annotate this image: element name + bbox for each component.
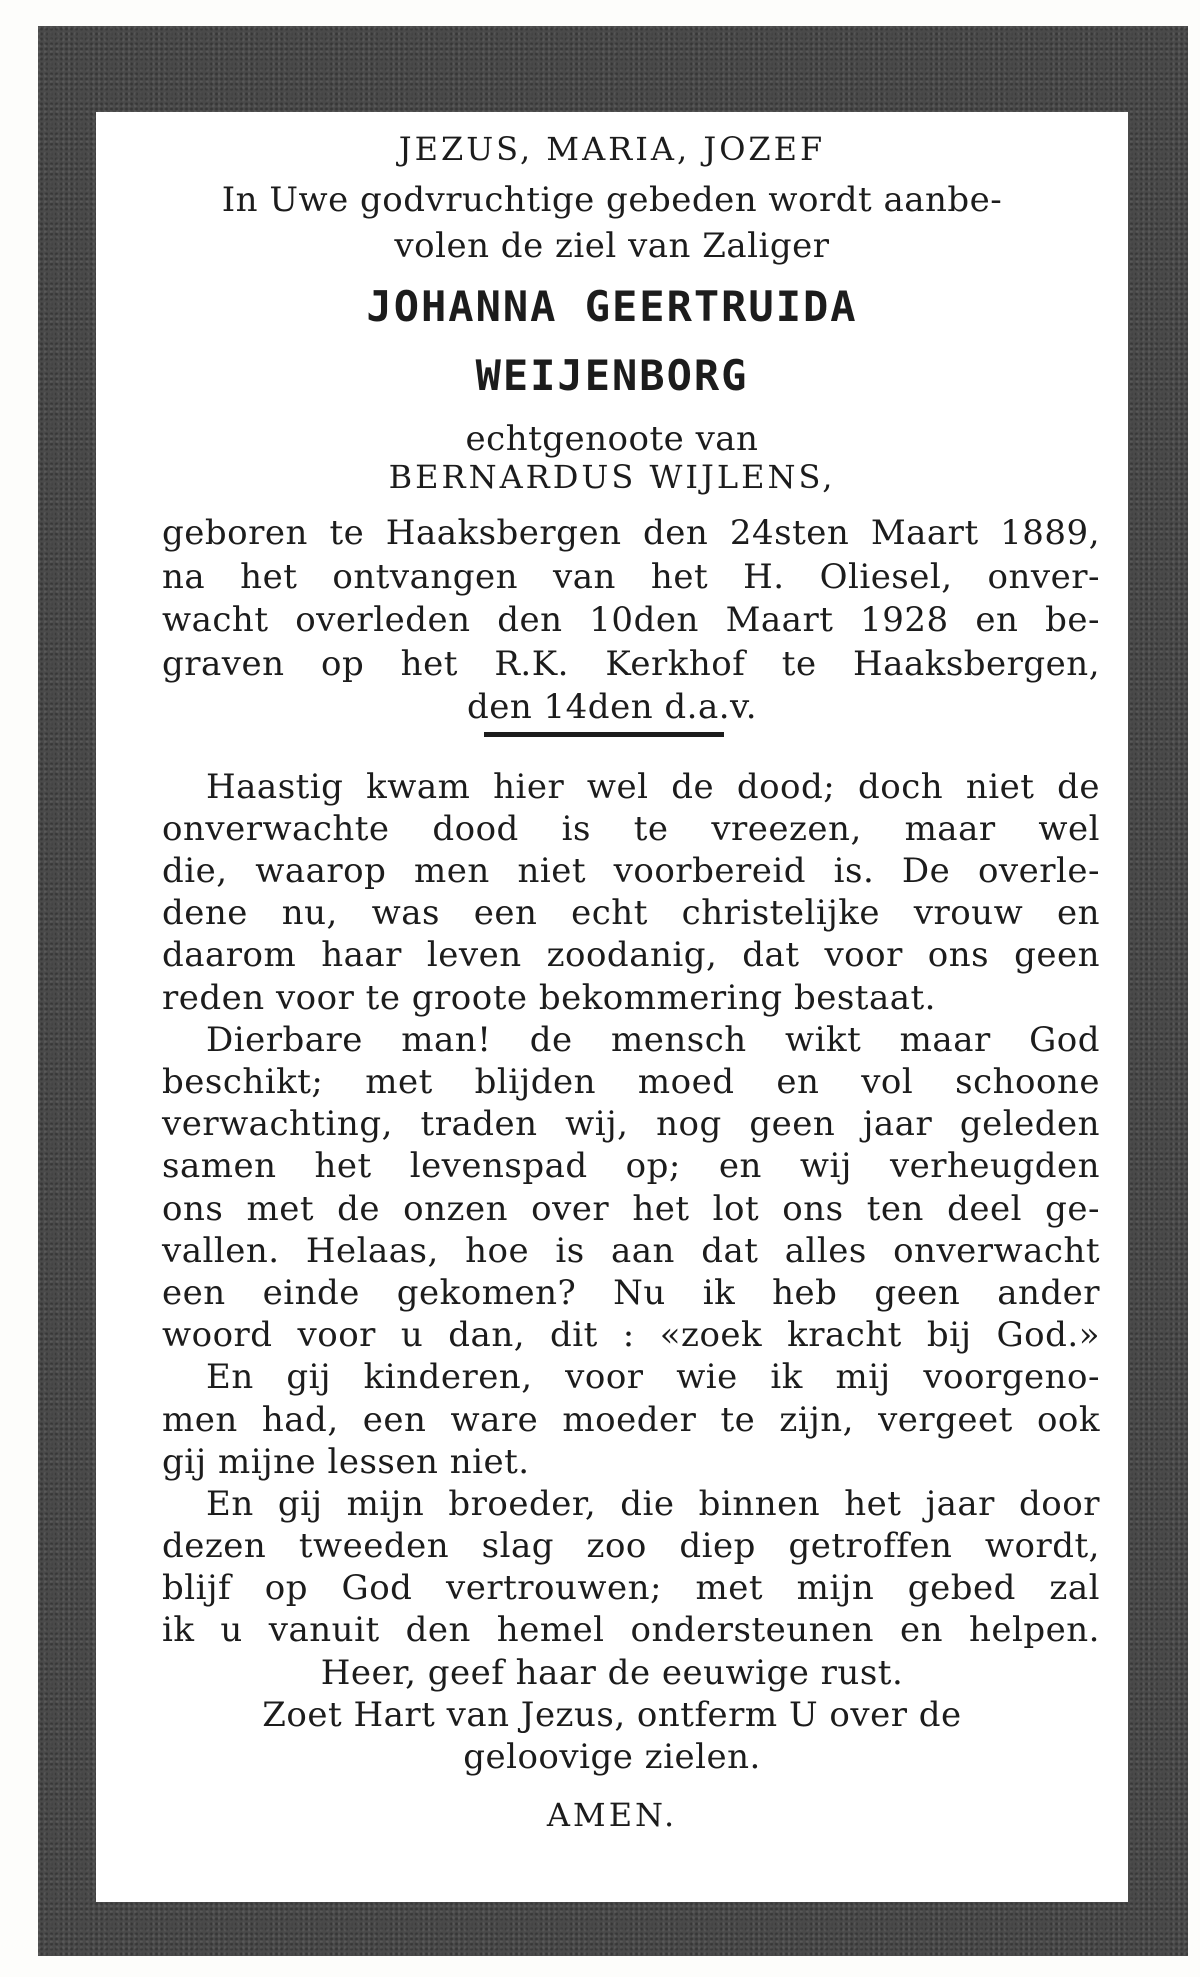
text-line: En gij mijn broeder, die binnen het jaar door <box>206 1484 1100 1524</box>
text-line: onverwachte dood is te vreezen, maar wel <box>162 809 1100 849</box>
text-line: Dierbare man! de mensch wikt maar God <box>206 1020 1100 1060</box>
text-line: reden voor te groote bekommering bestaat. <box>162 978 936 1018</box>
text-line: daarom haar leven zoodanig, dat voor ons geen <box>162 935 1100 975</box>
deceased-surname: WEIJENBORG <box>475 351 749 400</box>
biography-line: den 14den d.a.v. <box>466 687 758 727</box>
closing-prayer: Heer, geef haar de eeuwige rust. <box>320 1653 904 1693</box>
intro-line: volen de ziel van Zaliger <box>394 226 830 266</box>
text-line: dezen tweeden slag zoo diep getroffen wordt, <box>162 1526 1100 1566</box>
text-line: die, waarop men niet voorbereid is. De overle- <box>162 851 1100 891</box>
text-line: een einde gekomen? Nu ik heb geen ander <box>162 1273 1100 1313</box>
memorial-card <box>96 112 1128 1902</box>
text-line: men had, een ware moeder te zijn, vergeet ook <box>162 1400 1100 1440</box>
text-line: gij mijne lessen niet. <box>162 1442 530 1482</box>
invocation: JEZUS, MARIA, JOZEF <box>398 130 826 168</box>
amen: AMEN. <box>546 1796 678 1834</box>
text-line: ik u vanuit den hemel ondersteunen en helpen. <box>162 1610 1100 1650</box>
intro-line: In Uwe godvruchtige gebeden wordt aanbe- <box>221 180 1003 220</box>
text-line: En gij kinderen, voor wie ik mij voorgeno- <box>206 1357 1100 1397</box>
spouse-intro: echtgenoote van <box>465 419 759 459</box>
deceased-name: JOHANNA GEERTRUIDA <box>366 282 858 331</box>
text-line: blijf op God vertrouwen; met mijn gebed zal <box>162 1568 1100 1608</box>
biography-line: graven op het R.K. Kerkhof te Haaksbergen, <box>162 644 1100 684</box>
text-line: dene nu, was een echt christelijke vrouw en <box>162 893 1100 933</box>
biography-line: na het ontvangen van het H. Oliesel, onver- <box>162 557 1100 597</box>
closing-prayer: Zoet Hart van Jezus, ontferm U over de <box>262 1695 962 1735</box>
biography-line: wacht overleden den 10den Maart 1928 en be- <box>162 600 1100 640</box>
closing-prayer: geloovige zielen. <box>463 1737 761 1777</box>
text-line: beschikt; met blijden moed en vol schoone <box>162 1062 1100 1102</box>
text-line: woord voor u dan, dit : «zoek kracht bij God.» <box>162 1315 1100 1355</box>
spouse-name: BERNARDUS WIJLENS, <box>388 458 836 496</box>
divider-rule <box>484 732 724 737</box>
text-line: vallen. Helaas, hoe is aan dat alles onverwacht <box>162 1231 1100 1271</box>
biography-line: geboren te Haaksbergen den 24sten Maart 1889, <box>162 513 1100 553</box>
text-line: verwachting, traden wij, nog geen jaar geleden <box>162 1104 1100 1144</box>
text-line: ons met de onzen over het lot ons ten deel ge- <box>162 1189 1100 1229</box>
text-line: Haastig kwam hier wel de dood; doch niet de <box>206 767 1100 807</box>
text-line: samen het levenspad op; en wij verheugden <box>162 1146 1100 1186</box>
